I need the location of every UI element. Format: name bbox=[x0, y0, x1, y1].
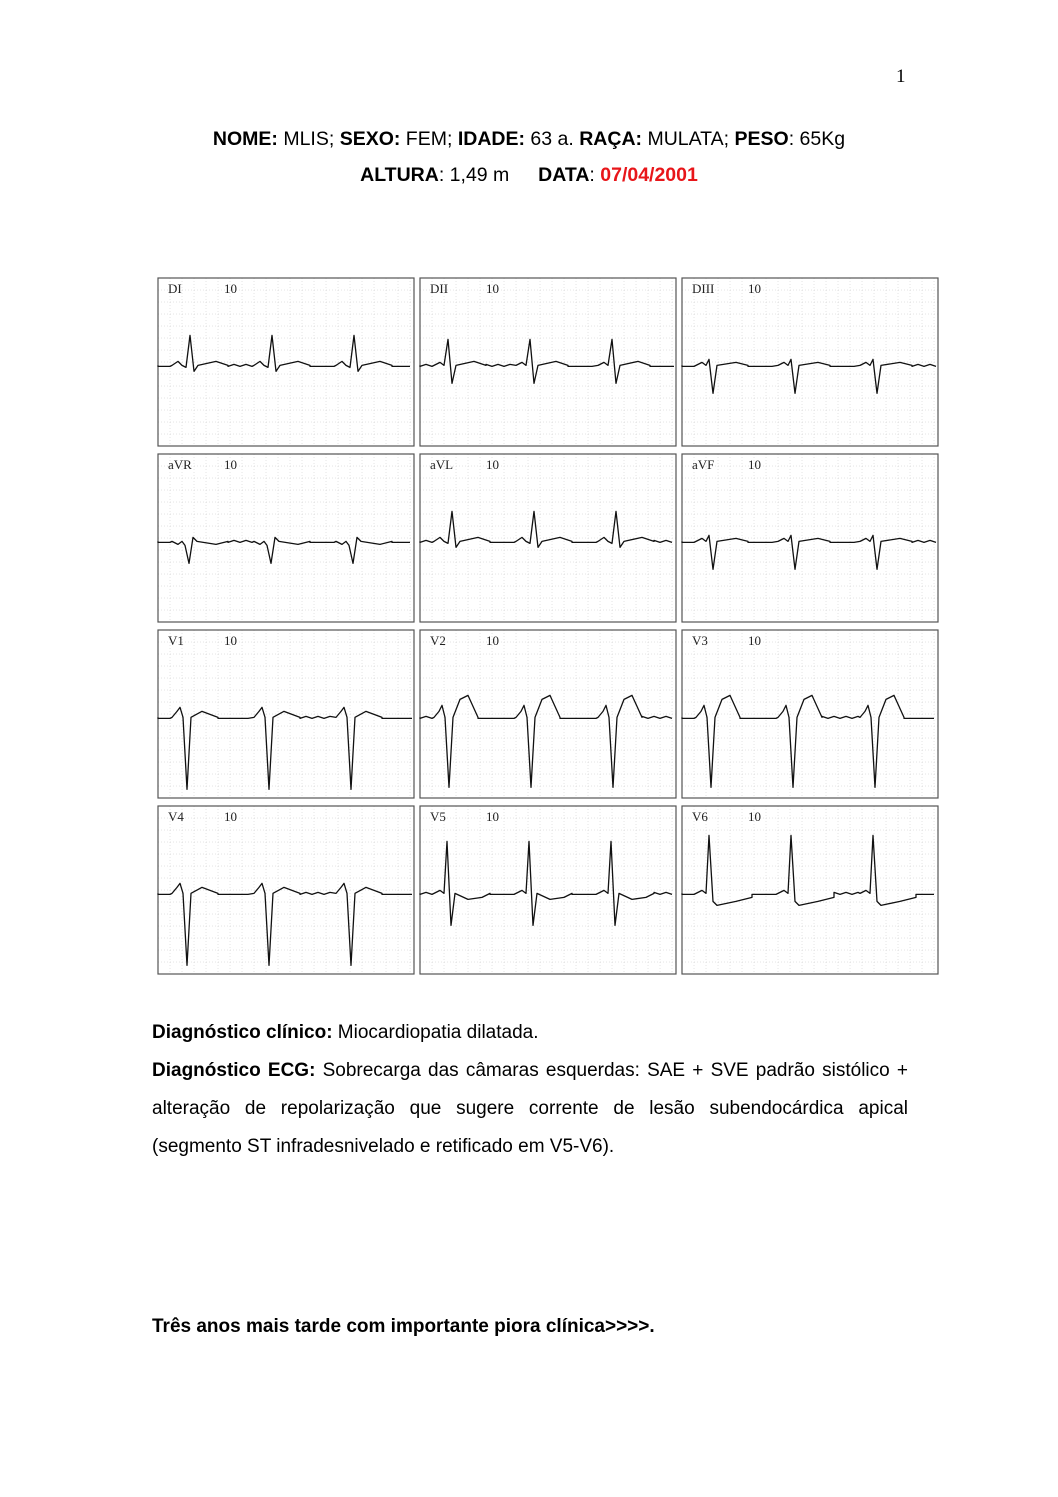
lead-label-avf: aVF bbox=[692, 457, 715, 472]
lead-gain-diii: 10 bbox=[748, 281, 761, 296]
lead-label-diii: DIII bbox=[692, 281, 715, 296]
page-number: 1 bbox=[896, 66, 906, 87]
lead-gain-di: 10 bbox=[224, 281, 237, 296]
lead-gain-v6: 10 bbox=[748, 809, 761, 824]
ecg-trace-avr bbox=[158, 537, 410, 563]
ecg-trace-avl bbox=[420, 511, 672, 547]
lead-label-v4: V4 bbox=[168, 809, 184, 824]
ecg-trace-v6 bbox=[682, 835, 934, 905]
ecg-svg bbox=[150, 272, 945, 987]
peso-label: PESO bbox=[734, 128, 789, 150]
ecg-panel-v5 bbox=[420, 806, 676, 974]
ecg-panel-v6 bbox=[682, 806, 938, 974]
lead-gain-avf: 10 bbox=[748, 457, 761, 472]
raca-label: RAÇA: bbox=[579, 128, 643, 150]
diagnostico-clinico-label: Diagnóstico clínico: bbox=[152, 1022, 333, 1043]
lead-gain-v5: 10 bbox=[486, 809, 499, 824]
altura-value: : 1,49 m bbox=[438, 164, 510, 186]
lead-label-v1: V1 bbox=[168, 633, 184, 648]
lead-label-v6: V6 bbox=[692, 809, 708, 824]
lead-label-v5: V5 bbox=[430, 809, 446, 824]
altura-label: ALTURA bbox=[360, 164, 439, 186]
nome-value: MLIS; bbox=[283, 128, 335, 150]
ecg-trace-diii bbox=[682, 359, 936, 393]
diagnostico-clinico-text: Miocardiopatia dilatada. bbox=[332, 1022, 539, 1043]
lead-gain-avr: 10 bbox=[224, 457, 237, 472]
lead-gain-v3: 10 bbox=[748, 633, 761, 648]
diagnostico-ecg bbox=[152, 1052, 908, 1166]
idade-label: IDADE: bbox=[457, 128, 525, 150]
data-label: DATA bbox=[538, 164, 590, 186]
data-value: 07/04/2001 bbox=[600, 164, 698, 186]
footer-note: Três anos mais tarde com importante piora clínica>>>>. bbox=[152, 1316, 655, 1337]
diagnostico-ecg-label: Diagnóstico ECG: bbox=[152, 1060, 316, 1081]
ecg-panel-avr bbox=[158, 454, 414, 622]
raca-value: MULATA; bbox=[647, 128, 730, 150]
lead-gain-v1: 10 bbox=[224, 633, 237, 648]
diagnostico-clinico bbox=[152, 1014, 908, 1052]
lead-gain-dii: 10 bbox=[486, 281, 499, 296]
idade-value: 63 a. bbox=[530, 128, 574, 150]
peso-value: : 65Kg bbox=[788, 128, 846, 150]
lead-gain-v2: 10 bbox=[486, 633, 499, 648]
ecg-trace-di bbox=[158, 335, 410, 371]
ecg-trace-v3 bbox=[682, 695, 934, 787]
lead-label-dii: DII bbox=[430, 281, 449, 296]
lead-gain-avl: 10 bbox=[486, 457, 499, 472]
patient-header-line-1 bbox=[0, 128, 1058, 151]
ecg-trace-dii bbox=[420, 339, 674, 383]
lead-label-v2: V2 bbox=[430, 633, 446, 648]
data-sep: : bbox=[589, 164, 595, 186]
diagnostico-ecg-text: Sobrecarga das câmaras esquerdas: SAE + SVE padrão sistólico + alteração de repolarização que sugere corrente de lesão subendocárdica apical (segmento ST infradesnivelado e retificado em V5-V6). bbox=[152, 1060, 908, 1157]
lead-label-avl: aVL bbox=[430, 457, 454, 472]
sexo-value: FEM; bbox=[405, 128, 453, 150]
ecg-panel-v3 bbox=[682, 630, 938, 798]
lead-gain-v4: 10 bbox=[224, 809, 237, 824]
nome-label: NOME: bbox=[212, 128, 278, 150]
ecg-tracing bbox=[150, 272, 945, 987]
lead-label-v3: V3 bbox=[692, 633, 708, 648]
lead-label-di: DI bbox=[168, 281, 182, 296]
patient-header-line-2 bbox=[0, 164, 1058, 187]
ecg-panel-v2 bbox=[420, 630, 676, 798]
ecg-trace-avf bbox=[682, 535, 936, 569]
ecg-trace-v2 bbox=[420, 695, 672, 787]
sexo-label: SEXO: bbox=[339, 128, 401, 150]
lead-label-avr: aVR bbox=[168, 457, 192, 472]
